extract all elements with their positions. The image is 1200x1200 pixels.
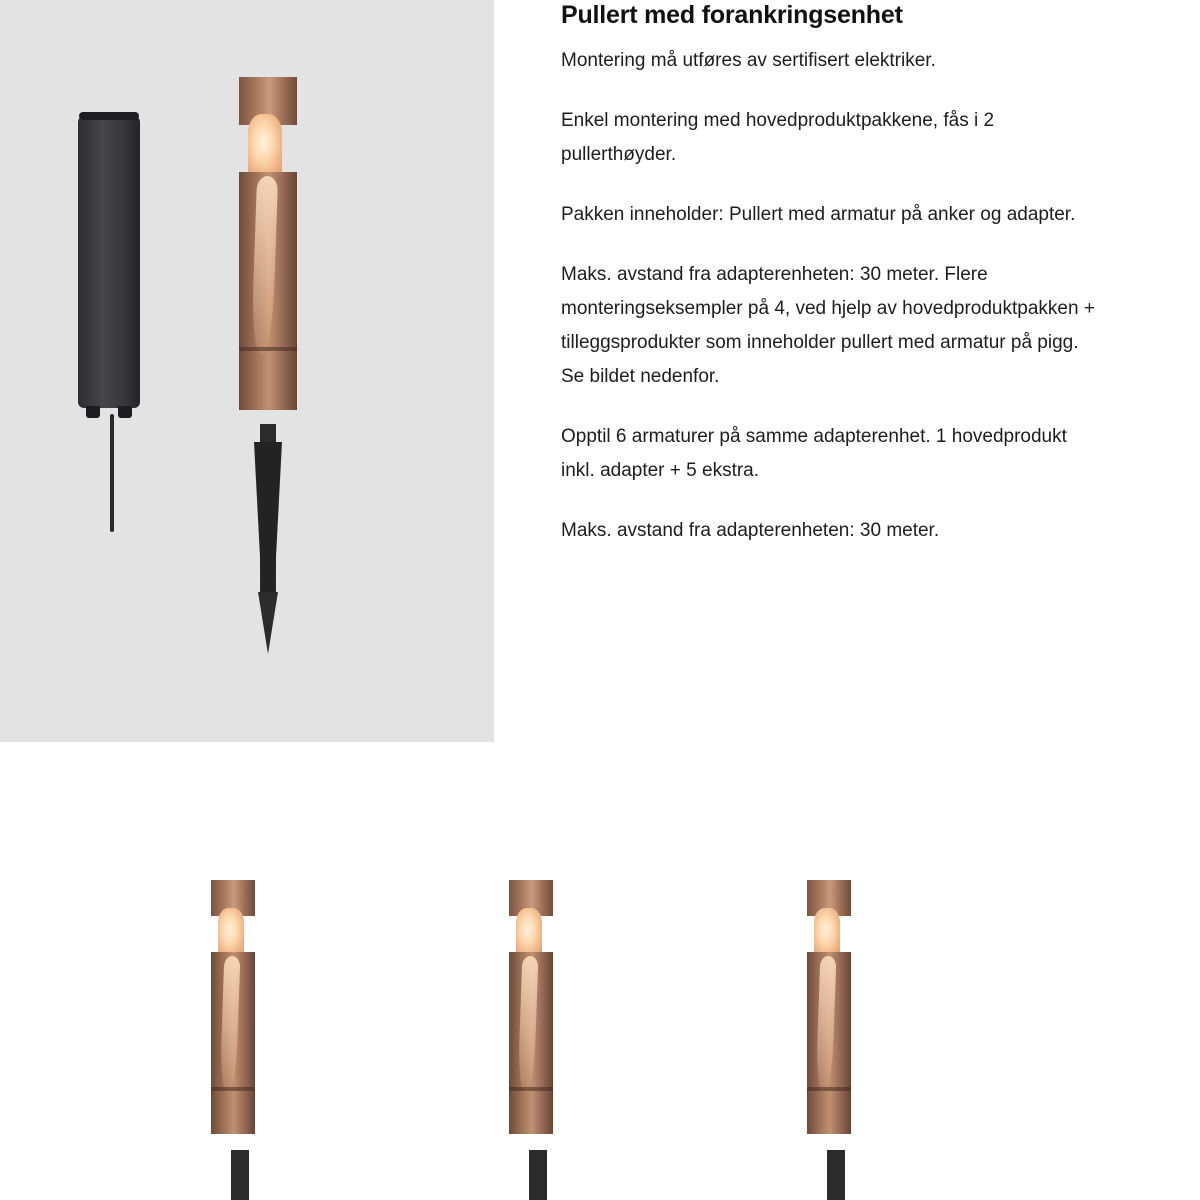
bollard-2-seam-ring — [509, 1087, 553, 1091]
bollard-1-light-glow — [218, 908, 244, 956]
bollard-2 — [509, 866, 553, 1134]
product-description — [561, 0, 1101, 574]
bollard-1-spike — [231, 1150, 249, 1200]
bollard-1-anchor — [199, 1128, 281, 1200]
product-hero-image — [0, 0, 494, 742]
anchor-assembly — [214, 396, 322, 656]
adapter-foot-right — [118, 406, 132, 418]
bollard-1 — [211, 866, 255, 1134]
paragraph-4: Maks. avstand fra adapterenheten: 30 meter. Flere monteringseksempler på 4, ved hjelp av hovedproduktpakken + tilleggsprodukter som inneholder pullert med armatur på pigg. Se bildet nedenfor. — [561, 264, 1095, 387]
bollard-seam-ring — [239, 347, 297, 351]
paragraph-6: Maks. avstand fra adapterenheten: 30 meter. — [561, 520, 940, 541]
bollard-2-anchor — [497, 1128, 579, 1200]
bollard-1-cap — [211, 866, 255, 881]
adapter-top-lip — [79, 112, 139, 120]
adapter-unit — [78, 116, 140, 408]
bollard-3-light-glow — [814, 908, 840, 956]
bollard-2-light-glow — [516, 908, 542, 956]
anchor-spike-tip — [258, 592, 278, 654]
combination-row — [0, 742, 1200, 1200]
adapter-foot-left — [86, 406, 100, 418]
paragraph-5: Opptil 6 armaturer på samme adapterenhet. 1 hovedprodukt inkl. adapter + 5 ekstra. — [561, 426, 1067, 481]
paragraph-1: Montering må utføres av sertifisert elektriker. — [561, 50, 936, 71]
bollard-3 — [807, 866, 851, 1134]
bollard-2-spike — [529, 1150, 547, 1200]
bollard-3-anchor — [795, 1128, 877, 1200]
bollard-3-seam-ring — [807, 1087, 851, 1091]
bollard-3-cap — [807, 866, 851, 881]
bollard-cap — [239, 58, 297, 77]
paragraph-3: Pakken inneholder: Pullert med armatur på anker og adapter. — [561, 204, 1076, 225]
bollard-with-anchor — [239, 58, 297, 410]
paragraph-2: Enkel montering med hovedproduktpakkene, fås i 2 pullerthøyder. — [561, 110, 995, 165]
bollard-2-cap — [509, 866, 553, 881]
bollard-1-seam-ring — [211, 1087, 255, 1091]
mounting-example-diagram — [0, 742, 1200, 1200]
bollard-3-spike — [827, 1150, 845, 1200]
bollard-light-glow — [248, 114, 282, 176]
adapter-cable — [110, 414, 114, 532]
page-title: Pullert med forankringsenhet — [561, 1, 903, 29]
anchor-spike-blade — [254, 442, 282, 592]
